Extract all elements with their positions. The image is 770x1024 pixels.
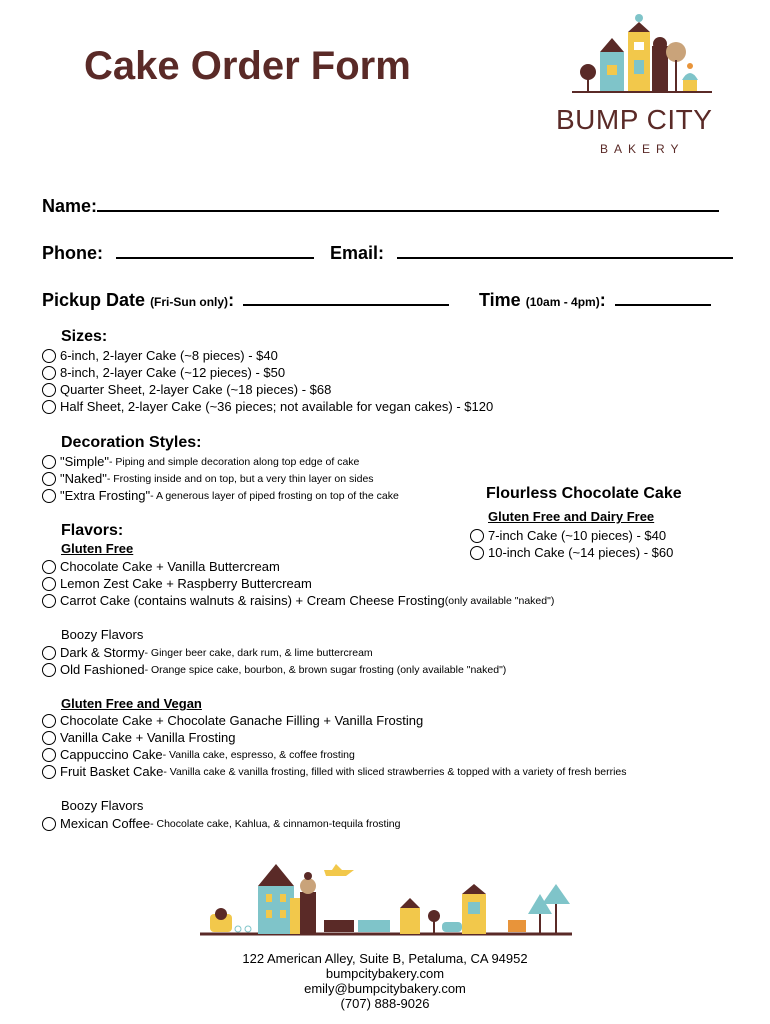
option-label: Old Fashioned — [60, 662, 145, 677]
option-desc: - Chocolate cake, Kahlua, & cinnamon-tequila frosting — [150, 817, 401, 830]
pickup-date-line[interactable] — [243, 290, 449, 306]
option-desc: - Piping and simple decoration along top edge of cake — [108, 455, 360, 468]
flavor-option[interactable] — [42, 746, 627, 763]
town-skyline-icon — [196, 858, 576, 938]
time-label: Time — [479, 290, 521, 310]
footer-address: 122 American Alley, Suite B, Petaluma, CA 94952 — [242, 951, 528, 966]
pickup-label: Pickup Date — [42, 290, 146, 310]
size-option[interactable] — [42, 347, 493, 364]
option-desc: (only available "naked") — [444, 594, 555, 607]
radio-circle-icon[interactable] — [42, 560, 56, 574]
option-desc: - A generous layer of piped frosting on top of the cake — [150, 489, 399, 502]
radio-circle-icon[interactable] — [42, 663, 56, 677]
phone-label: Phone: — [42, 243, 103, 263]
option-label: Carrot Cake (contains walnuts & raisins) + Cream Cheese Frosting — [60, 593, 445, 608]
phone-line[interactable] — [116, 243, 314, 259]
email-label: Email: — [330, 243, 385, 263]
footer-phone: (707) 888-9026 — [340, 996, 430, 1011]
sizes-heading: Sizes: — [61, 328, 108, 345]
email-line[interactable] — [397, 243, 733, 259]
option-label: Quarter Sheet, 2-layer Cake (~18 pieces) - $68 — [60, 382, 332, 397]
option-label: 7-inch Cake (~10 pieces) - $40 — [488, 528, 667, 543]
time-colon: : — [599, 290, 606, 310]
flourless-sub: Gluten Free and Dairy Free — [488, 509, 655, 524]
option-desc: - Vanilla cake & vanilla frosting, filled with sliced strawberries & topped with a variety of fresh berries — [163, 765, 627, 778]
option-label: Cappuccino Cake — [60, 747, 163, 762]
boozy-label: Boozy Flavors — [61, 627, 144, 642]
flourless-heading: Flourless Chocolate Cake — [486, 485, 682, 502]
radio-circle-icon[interactable] — [42, 577, 56, 591]
time-note: (10am - 4pm) — [525, 295, 600, 309]
radio-circle-icon[interactable] — [42, 646, 56, 660]
flavor-option[interactable] — [42, 712, 627, 729]
boozy-label-vegan: Boozy Flavors — [61, 798, 144, 813]
time-field[interactable] — [479, 290, 711, 311]
decoration-heading: Decoration Styles: — [61, 434, 202, 451]
option-label: Dark & Stormy — [60, 645, 145, 660]
option-desc: - Vanilla cake, espresso, & coffee frosting — [162, 748, 355, 761]
size-option[interactable] — [42, 381, 493, 398]
footer-email[interactable]: emily@bumpcitybakery.com — [304, 981, 466, 996]
bakery-logo — [552, 10, 732, 160]
radio-circle-icon[interactable] — [42, 400, 56, 414]
flavor-option[interactable] — [42, 661, 506, 678]
town-illustration — [196, 858, 576, 943]
logo-sub: BAKERY — [600, 142, 685, 156]
flavor-option[interactable] — [42, 729, 627, 746]
boozy-vegan-list — [42, 815, 400, 832]
pickup-note: (Fri-Sun only) — [150, 295, 229, 309]
flavor-option[interactable] — [42, 575, 554, 592]
radio-circle-icon[interactable] — [42, 817, 56, 831]
decoration-option[interactable] — [42, 470, 399, 487]
option-label: Mexican Coffee — [60, 816, 151, 831]
option-label: Vanilla Cake + Vanilla Frosting — [60, 730, 236, 745]
decoration-list — [42, 453, 399, 504]
radio-circle-icon[interactable] — [42, 748, 56, 762]
radio-circle-icon[interactable] — [42, 349, 56, 363]
phone-field[interactable] — [42, 243, 314, 264]
option-desc: - Ginger beer cake, dark rum, & lime buttercream — [144, 646, 373, 659]
footer-website[interactable]: bumpcitybakery.com — [325, 966, 445, 981]
logo-name: BUMP CITY — [556, 104, 713, 135]
radio-circle-icon[interactable] — [42, 489, 56, 503]
decoration-option[interactable] — [42, 487, 399, 504]
name-line[interactable] — [97, 196, 719, 212]
radio-circle-icon[interactable] — [42, 594, 56, 608]
name-label: Name: — [42, 196, 98, 216]
flavor-option[interactable] — [42, 763, 627, 780]
flourless-option[interactable] — [470, 527, 673, 544]
flavor-option[interactable] — [42, 815, 400, 832]
radio-circle-icon[interactable] — [470, 529, 484, 543]
time-line[interactable] — [615, 290, 711, 306]
option-label: "Naked" — [60, 471, 107, 486]
option-label: 8-inch, 2-layer Cake (~12 pieces) - $50 — [60, 365, 286, 380]
footer — [0, 951, 770, 1011]
flavor-option[interactable] — [42, 644, 506, 661]
pickup-colon: : — [228, 290, 235, 310]
size-option[interactable] — [42, 364, 493, 381]
radio-circle-icon[interactable] — [42, 472, 56, 486]
radio-circle-icon[interactable] — [42, 714, 56, 728]
radio-circle-icon[interactable] — [42, 731, 56, 745]
option-label: Chocolate Cake + Vanilla Buttercream — [60, 559, 280, 574]
radio-circle-icon[interactable] — [42, 366, 56, 380]
pickup-date-field[interactable] — [42, 290, 449, 311]
radio-circle-icon[interactable] — [42, 455, 56, 469]
email-field[interactable] — [330, 243, 733, 264]
radio-circle-icon[interactable] — [42, 383, 56, 397]
town-logo-icon — [552, 10, 732, 110]
flavor-option[interactable] — [42, 558, 554, 575]
option-label: "Simple" — [60, 454, 109, 469]
page-title: Cake Order Form — [84, 44, 411, 88]
sizes-list — [42, 347, 493, 415]
option-label: "Extra Frosting" — [60, 488, 151, 503]
option-desc: - Frosting inside and on top, but a very thin layer on sides — [106, 472, 374, 485]
option-label: Fruit Basket Cake — [60, 764, 164, 779]
name-field[interactable] — [42, 196, 719, 217]
decoration-option[interactable] — [42, 453, 399, 470]
option-label: Chocolate Cake + Chocolate Ganache Filling + Vanilla Frosting — [60, 713, 424, 728]
size-option[interactable] — [42, 398, 493, 415]
option-desc: - Orange spice cake, bourbon, & brown sugar frosting (only available "naked") — [144, 663, 507, 676]
option-label: Lemon Zest Cake + Raspberry Buttercream — [60, 576, 312, 591]
flavor-option[interactable] — [42, 592, 554, 609]
gf-vegan-list — [42, 712, 627, 780]
flourless-list — [470, 527, 673, 561]
option-label: Half Sheet, 2-layer Cake (~36 pieces; not available for vegan cakes) - $120 — [60, 399, 494, 414]
option-label: 6-inch, 2-layer Cake (~8 pieces) - $40 — [60, 348, 278, 363]
option-label: 10-inch Cake (~14 pieces) - $60 — [488, 545, 674, 560]
gluten-free-sub: Gluten Free — [61, 541, 134, 556]
gf-vegan-sub: Gluten Free and Vegan — [61, 696, 202, 711]
flavors-heading: Flavors: — [61, 522, 124, 539]
radio-circle-icon[interactable] — [42, 765, 56, 779]
gluten-free-list — [42, 558, 554, 609]
boozy-list — [42, 644, 506, 678]
